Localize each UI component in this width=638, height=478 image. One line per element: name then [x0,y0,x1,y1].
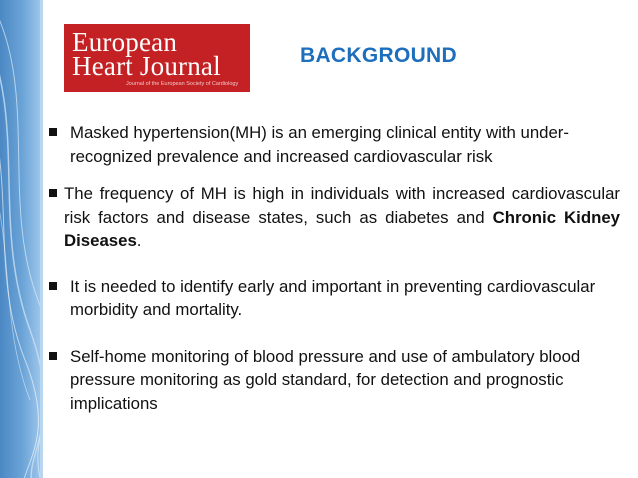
decorative-swirl [0,0,40,478]
bullet-item [46,275,620,322]
bullet-text: Masked hypertension(MH) is an emerging clinical entity with under-recognized prevalence and increased cardiovascular risk [70,123,569,166]
bullet-square-icon [49,352,57,360]
bullet-item [46,182,620,253]
band-edge [40,0,43,478]
bullet-item [46,345,620,416]
bullet-list [46,121,620,415]
bullet-text: It is needed to identify early and important in preventing cardiovascular morbidity and mortality. [70,276,596,319]
left-decorative-band [0,0,40,478]
bullet-text: Self-home monitoring of blood pressure and use of ambulatory blood pressure monitoring as gold standard, for detection and prognostic implications [70,346,581,413]
bullet-item [46,121,620,168]
journal-logo [64,24,250,92]
bullet-text-part: The frequency of MH is high in individuals with increased cardiovascular risk factors and disease states, such as diabetes and [64,184,620,227]
bullet-square-icon [49,128,57,136]
logo-line-2: Heart Journal [72,51,221,81]
bullet-text [64,182,620,253]
slide-heading: BACKGROUND [300,44,457,67]
bullet-square-icon [49,189,57,197]
bullet-bold-term: Chronic Kidney Diseases [64,207,620,250]
bullet-square-icon [49,282,57,290]
logo-subtitle: Journal of the European Society of Cardiology [126,81,239,87]
bullet-text-part: . [136,231,142,250]
logo-line-1: European [72,27,178,57]
